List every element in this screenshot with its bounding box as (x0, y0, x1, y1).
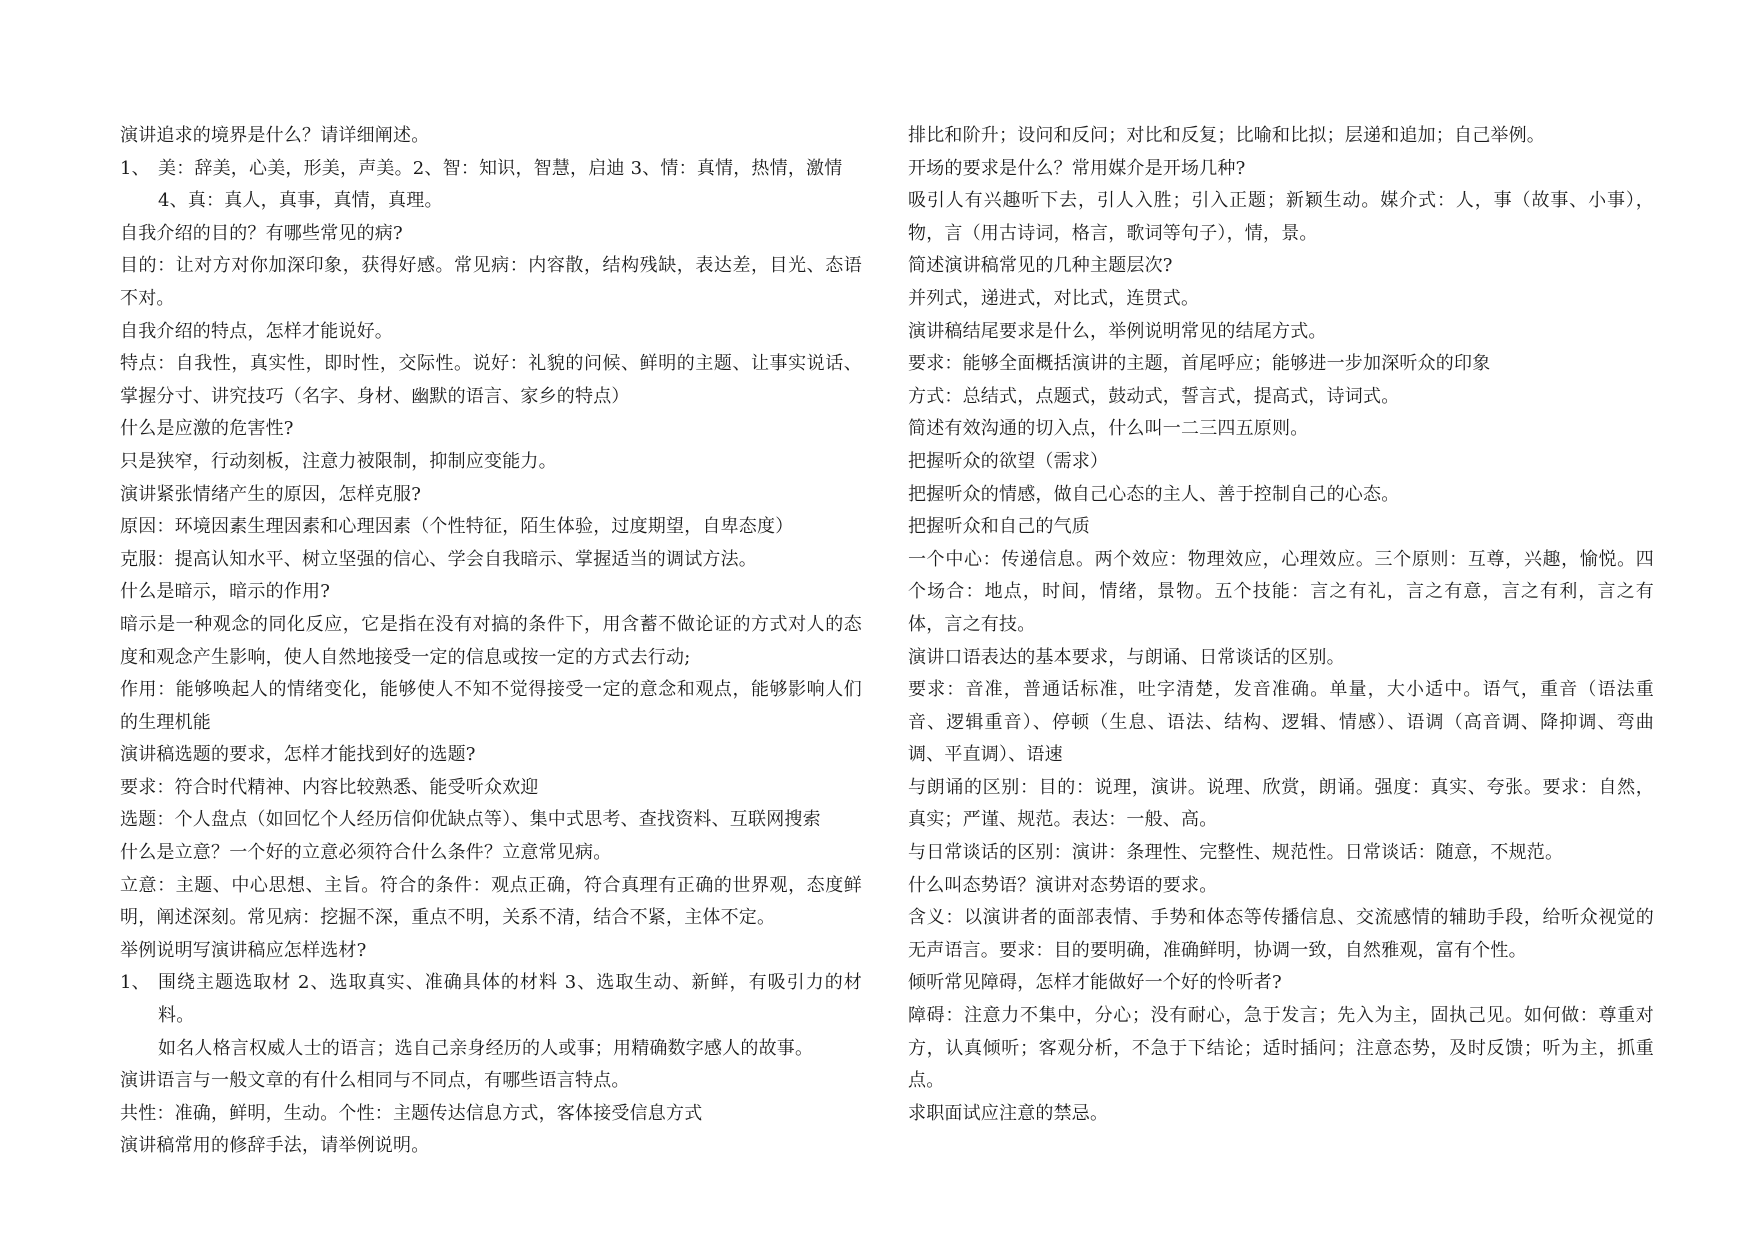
question-text: 演讲紧张情绪产生的原因，怎样克服? (120, 483, 422, 505)
answer-text: 排比和阶升；设问和反问；对比和反复；比喻和比拟；层递和追加；自己举例。 (908, 125, 1545, 146)
answer-text: 美：辞美，心美，形美，声美。2、智：知识，智慧，启迪 3、情：真情，热情，激情 (158, 157, 843, 179)
answer-text: 立意：主题、中心思想、主旨。符合的条件：观点正确，符合真理有正确的世界观，态度鲜明，阐述深刻。常见病：挖掘不深，重点不明，关系不清，结合不紧，主体不定。 (120, 874, 862, 929)
question-text: 什么是应激的危害性? (120, 418, 294, 440)
answer-continuation: 4、真：真人，真事，真情，真理。 (158, 190, 443, 212)
question-text: 什么是暗示，暗示的作用? (120, 581, 331, 603)
answer-text: 要求：能够全面概括演讲的主题，首尾呼应；能够进一步加深听众的印象 (908, 353, 1491, 375)
answer-text: 克服：提高认知水平、树立坚强的信心、学会自我暗示、掌握适当的调试方法。 (120, 548, 757, 570)
question-text: 自我介绍的特点，怎样才能说好。 (120, 320, 393, 342)
list-number: 1、 (120, 972, 150, 994)
numbered-answer (120, 967, 862, 1032)
question-text: 什么是立意？一个好的立意必须符合什么条件？立意常见病。 (120, 842, 612, 864)
answer-text: 与日常谈话的区别：演讲：条理性、完整性、规范性。日常谈话：随意，不规范。 (908, 842, 1564, 864)
answer-text: 选题：个人盘点（如回忆个人经历信仰优缺点等）、集中式思考、查找资料、互联网搜索 (120, 809, 821, 831)
left-column (120, 120, 862, 1163)
answer-text: 目的：让对方对你加深印象，获得好感。常见病：内容散，结构残缺，表达差，目光、态语不对。 (120, 255, 862, 309)
question-text: 演讲追求的境界是什么？请详细阐述。 (120, 125, 430, 146)
question-text: 演讲口语表达的基本要求，与朗诵、日常谈话的区别。 (908, 646, 1345, 668)
numbered-answer (120, 153, 862, 186)
answer-text: 把握听众的情感，做自己心态的主人、善于控制自己的心态。 (908, 483, 1400, 505)
list-number: 1、 (120, 157, 150, 179)
answer-text: 特点：自我性，真实性，即时性，交际性。说好：礼貌的问候、鲜明的主题、让事实说话、掌握分寸、讲究技巧（名字、身材、幽默的语言、家乡的特点） (120, 353, 862, 407)
question-text: 什么叫态势语？演讲对态势语的要求。 (908, 874, 1218, 896)
question-text: 自我介绍的目的？有哪些常见的病? (120, 222, 403, 244)
answer-text: 原因：环境因素生理因素和心理因素（个性特征，陌生体验，过度期望，自卑态度） (120, 516, 794, 538)
answer-text: 吸引人有兴趣听下去，引人入胜；引入正题；新颖生动。媒介式：人，事（故事、小事），物，言（用古诗词，格言，歌词等句子），情，景。 (908, 190, 1654, 244)
answer-text: 围绕主题选取材 2、选取真实、准确具体的材料 3、选取生动、新鲜，有吸引力的材料。 (158, 972, 862, 1027)
answer-text: 含义：以演讲者的面部表情、手势和体态等传播信息、交流感情的辅助手段，给听众视觉的无声语言。要求：目的要明确，准确鲜明，协调一致，自然雅观，富有个性。 (908, 907, 1654, 961)
question-text: 简述有效沟通的切入点，什么叫一二三四五原则。 (908, 418, 1309, 440)
answer-text: 要求：音准，普通话标准，吐字清楚，发音准确。单量，大小适中。语气，重音（语法重音、逻辑重音）、停顿（生息、语法、结构、逻辑、情感）、语调（高音调、降抑调、弯曲调、平直调）、语速 (908, 679, 1654, 766)
question-text: 求职面试应注意的禁忌。 (908, 1102, 1109, 1124)
answer-text: 只是狭窄，行动刻板，注意力被限制，抑制应变能力。 (120, 450, 557, 472)
answer-text: 一个中心：传递信息。两个效应：物理效应，心理效应。三个原则：互尊，兴趣，愉悦。四个场合：地点，时间，情绪，景物。五个技能：言之有礼，言之有意，言之有利，言之有体，言之有技。 (908, 548, 1654, 635)
question-text: 演讲稿常用的修辞手法，请举例说明。 (120, 1135, 430, 1157)
right-column (908, 120, 1654, 1130)
question-text: 演讲稿结尾要求是什么，举例说明常见的结尾方式。 (908, 320, 1327, 342)
answer-text: 共性：准确，鲜明，生动。个性：主题传达信息方式，客体接受信息方式 (120, 1102, 703, 1124)
question-text: 开场的要求是什么？常用媒介是开场几种? (908, 157, 1246, 179)
answer-text: 并列式，递进式，对比式，连贯式。 (908, 287, 1200, 309)
question-text: 演讲语言与一般文章的有什么相同与不同点，有哪些语言特点。 (120, 1070, 630, 1092)
answer-text: 暗示是一种观念的同化反应，它是指在没有对搞的条件下，用含蓄不做论证的方式对人的态度和观念产生影响，使人自然地接受一定的信息或按一定的方式去行动; (120, 613, 862, 668)
answer-text: 方式：总结式，点题式，鼓动式，誓言式，提高式，诗词式。 (908, 385, 1400, 407)
question-text: 倾听常见障碍，怎样才能做好一个好的怜听者? (908, 972, 1282, 994)
answer-text: 把握听众和自己的气质 (908, 516, 1090, 538)
answer-text: 障碍：注意力不集中，分心；没有耐心，急于发言；先入为主，固执己见。如何做：尊重对方，认真倾听；客观分析，不急于下结论；适时插问；注意态势，及时反馈；听为主，抓重点。 (908, 1005, 1654, 1092)
answer-continuation: 如名人格言权威人士的语言；选自己亲身经历的人或事；用精确数字感人的故事。 (158, 1037, 814, 1059)
question-text: 举例说明写演讲稿应怎样选材? (120, 939, 367, 961)
answer-text: 要求：符合时代精神、内容比较熟悉、能受听众欢迎 (120, 776, 539, 798)
question-text: 演讲稿选题的要求，怎样才能找到好的选题? (120, 744, 476, 766)
answer-text: 作用：能够唤起人的情绪变化，能够使人不知不觉得接受一定的意念和观点，能够影响人们的生理机能 (120, 679, 862, 733)
question-text: 简述演讲稿常见的几种主题层次? (908, 255, 1173, 277)
answer-text: 把握听众的欲望（需求） (908, 450, 1109, 472)
answer-text: 与朗诵的区别：目的：说理，演讲。说理、欣赏，朗诵。强度：真实、夸张。要求：自然，真实；严谨、规范。表达：一般、高。 (908, 776, 1654, 831)
